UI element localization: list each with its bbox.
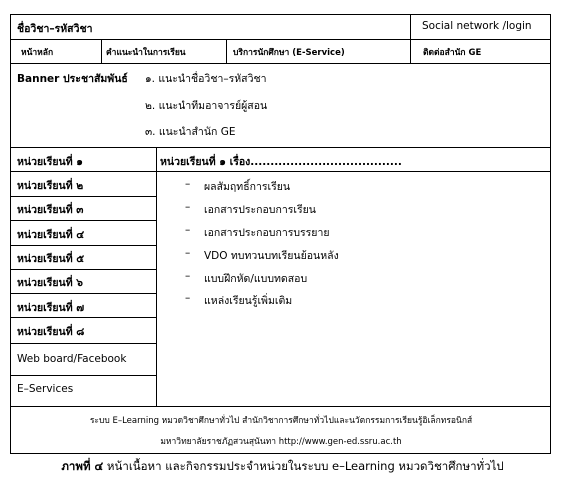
footer-line-2: มหาวิทยาลัยราชภัฏสวนสุนันทา http://www.gen-ed.ssru.ac.th: [160, 437, 402, 447]
unit-6-link[interactable]: หน่วยเรียนที่ ๖: [17, 277, 83, 289]
divider-nav-2: [226, 39, 227, 63]
unit-7-link[interactable]: หน่วยเรียนที่ ๗: [17, 302, 85, 314]
unit-2-link[interactable]: หน่วยเรียนที่ ๒: [17, 180, 84, 192]
social-login-link[interactable]: Social network /login: [422, 20, 532, 32]
bullet-icon: –: [185, 201, 191, 213]
divider-footer: [11, 406, 551, 407]
divider-header-right: [410, 15, 411, 63]
bullet-icon: –: [185, 270, 191, 282]
footer-line-1: ระบบ E–Learning หมวดวิชาศึกษาทั่วไป สำนักวิชาการศึกษาทั่วไปและนวัตกรรมการเรียนรู้อิเล็กทรอนิกส์: [89, 416, 473, 426]
divider-banner: [11, 147, 551, 148]
divider-sidebar: [156, 147, 157, 406]
divider-nav-1: [101, 39, 102, 63]
content-item-vdo-review[interactable]: VDO ทบทวนบทเรียนย้อนหลัง: [204, 250, 339, 262]
eservices-link[interactable]: E–Services: [17, 383, 74, 395]
banner-item-2: ๒. แนะนำทีมอาจารย์ผู้สอน: [145, 100, 268, 112]
bullet-icon: –: [185, 247, 191, 259]
banner-item-3: ๓. แนะนำสำนัก GE: [145, 126, 236, 138]
unit-1-link[interactable]: หน่วยเรียนที่ ๑: [17, 156, 83, 168]
unit-8-link[interactable]: หน่วยเรียนที่ ๘: [17, 326, 85, 338]
unit-3-link[interactable]: หน่วยเรียนที่ ๓: [17, 204, 84, 216]
content-item-achievement[interactable]: ผลสัมฤทธิ์การเรียน: [204, 181, 291, 193]
content-heading: หน่วยเรียนที่ ๑ เรื่อง......................................: [160, 156, 402, 168]
divider-unit-8: [11, 343, 156, 344]
divider-unit-7: [11, 317, 156, 318]
content-item-exercise[interactable]: แบบฝึกหัด/แบบทดสอบ: [204, 273, 308, 285]
layout-frame: [10, 14, 551, 454]
content-item-lecture-doc[interactable]: เอกสารประกอบการบรรยาย: [204, 227, 330, 239]
divider-webboard: [11, 375, 156, 376]
divider-unit-5: [11, 269, 156, 270]
banner-label: Banner ประชาสัมพันธ์: [17, 73, 128, 85]
content-item-resources[interactable]: แหล่งเรียนรู้เพิ่มเติม: [204, 295, 293, 307]
divider-unit-3: [11, 220, 156, 221]
divider-unit-6: [11, 293, 156, 294]
nav-home[interactable]: หน้าหลัก: [21, 48, 54, 58]
bullet-icon: –: [185, 224, 191, 236]
divider-nav: [11, 63, 551, 64]
unit-4-link[interactable]: หน่วยเรียนที่ ๔: [17, 229, 85, 241]
nav-contact-ge[interactable]: ติดต่อสำนัก GE: [423, 48, 482, 58]
caption-text: หน้าเนื้อหา และกิจกรรมประจำหน่วยในระบบ e–Learning หมวดวิชาศึกษาทั่วไป: [103, 459, 504, 473]
webboard-link[interactable]: Web board/Facebook: [17, 353, 127, 365]
course-title: ชื่อวิชา–รหัสวิชา: [17, 23, 93, 35]
bullet-icon: –: [185, 292, 191, 304]
divider-unit-2: [11, 196, 156, 197]
divider-unit-header: [11, 171, 551, 172]
figure-caption: [0, 458, 565, 476]
caption-label: ภาพที่ ๔: [61, 459, 104, 473]
nav-eservice[interactable]: บริการนักศึกษา (E-Service): [233, 48, 345, 58]
content-item-study-doc[interactable]: เอกสารประกอบการเรียน: [204, 204, 316, 216]
unit-5-link[interactable]: หน่วยเรียนที่ ๕: [17, 253, 85, 265]
divider-header: [11, 39, 551, 40]
nav-study-guide[interactable]: คำแนะนำในการเรียน: [106, 48, 186, 58]
bullet-icon: –: [185, 178, 191, 190]
banner-item-1: ๑. แนะนำชื่อวิชา–รหัสวิชา: [145, 73, 267, 85]
divider-unit-4: [11, 245, 156, 246]
